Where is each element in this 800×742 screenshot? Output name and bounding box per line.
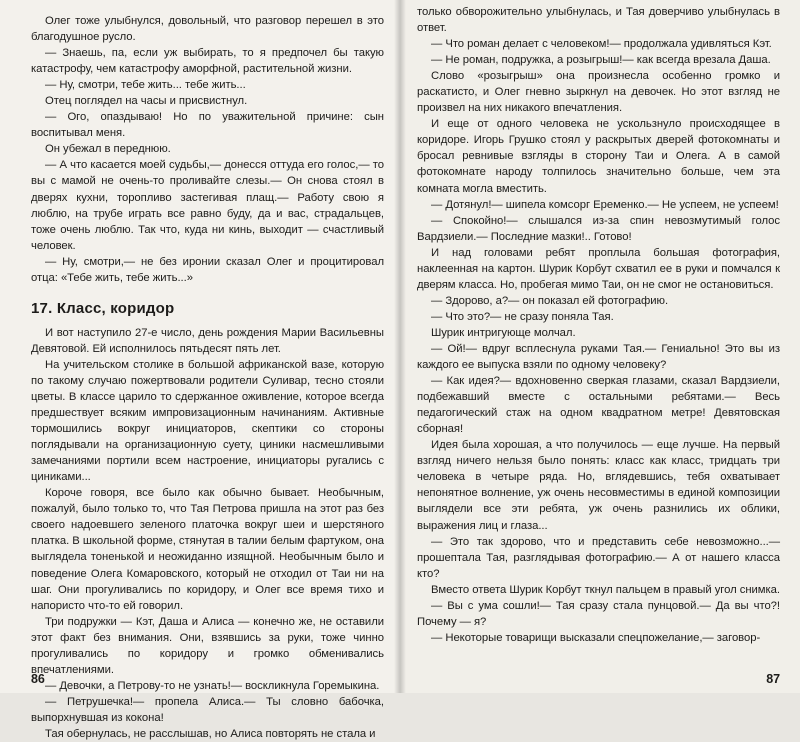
paragraph: — Ну, смотри,— не без иронии сказал Олег и процитировал отца: «Тебе жить, тебе жить...» bbox=[31, 255, 384, 284]
paragraph: — Спокойно!— слышался из-за спин невозмутимый голос Вардзиели.— Последние мазки!.. Готово! bbox=[417, 214, 780, 243]
paragraph: Шурик интригующе молчал. bbox=[431, 326, 576, 339]
page-number-right: 87 bbox=[766, 671, 780, 686]
paragraph: — Что роман делает с человеком!— продолжала удивляться Кэт. bbox=[431, 38, 772, 51]
paragraph: На учительском столике в большой африканской вазе, которую по такому случаю пожертвовали родители Суливар, тесно стояли цветы. В классе царило то сдержанное оживление, которое всегда предшествует всяким импровизационным начинаниям. Активные тормошились вокруг инициаторов, скептики со стороны поглядывали на организационную суету, циники насмешливыми замечаниями портили всем настроение, инициаторы ругались с циниками... bbox=[31, 358, 384, 484]
book-gutter bbox=[394, 0, 406, 693]
left-text-before bbox=[31, 13, 384, 286]
paragraph: — Ой!— вдруг всплеснула руками Тая.— Гениально! Это вы из каждого ее выпуска взяли по одному человеку? bbox=[417, 342, 780, 372]
paragraph: Отец поглядел на часы и присвистнул. bbox=[45, 95, 248, 108]
paragraph: — А что касается моей судьбы,— донесся оттуда его голос,— то вы с мамой не очень-то проливайте слезы.— Он снова стоял в дверях кухни, торопливо застегивая плащ.— Работу свою я люблю, на трубе играть все равно буду, да и вас, страдальцев, тоже очень люблю. Так что, куда ни кинь, выходит — счастливый человек. bbox=[31, 159, 384, 252]
paragraph: — Петрушечка!— пропела Алиса.— Ты словно бабочка, выпорхнувшая из кокона! bbox=[31, 695, 384, 724]
paragraph: И над головами ребят проплыла большая фотография, наклеенная на картон. Шурик Корбут схватил ее в руки и помчался к дверям класса. Но, пробегая мимо Таи, он не смог не остановиться. bbox=[417, 246, 780, 291]
page-number-left: 86 bbox=[31, 671, 45, 686]
paragraph: И вот наступило 27-е число, день рождения Марии Васильевны Девятовой. Ей исполнилось пятьдесят пять лет. bbox=[31, 326, 384, 355]
paragraph: — Некоторые товарищи высказали спецпожелание,— заговор- bbox=[431, 631, 761, 644]
paragraph: Три подружки — Кэт, Даша и Алиса — конечно же, не оставили этот факт без внимания. Они, взявшись за руки, тоже чинно прогуливались по коридору и громко обменивались впечатлениями. bbox=[31, 615, 384, 676]
paragraph: — Это так здорово, что и представить себе невозможно...— прошептала Тая, разглядывая фотографию.— А от нашего класса кто? bbox=[417, 535, 780, 580]
paragraph: — Знаешь, па, если уж выбирать, то я предпочел бы такую катастрофу, чем катастрофу аморфной, растительной жизни. bbox=[31, 47, 384, 76]
paragraph: — Здорово, а?— он показал ей фотографию. bbox=[431, 294, 669, 307]
paragraph: Олег тоже улыбнулся, довольный, что разговор перешел в это благодушное русло. bbox=[31, 15, 384, 44]
paragraph: Короче говоря, все было как обычно бывает. Необычным, пожалуй, было только то, что Тая Петрова пришла на этот раз без своего надоевшего зеленого платочка вокруг шеи и шерстяного платка. В школьной форме, стянутая в талии белым фартуком, она выглядела тоненькой и неожиданно изящной. Необычным было и поведение Олега Комаровского, который не отходил от Таи ни на шаг. Они прогуливались по коридору, и Олег все время тихо и напористо что-то ей говорил. bbox=[31, 487, 384, 612]
paragraph: — Дотянул!— шипела комсорг Еременко.— Не успеем, не успеем! bbox=[431, 198, 779, 211]
paragraph: И еще от одного человека не ускользнуло происходящее в коридоре. Игорь Грушко стоял у раскрытых дверей фотокомнаты и бросал ревнивые взгляды в сторону Таи и Олега. А в самой фотокомнате народу толпилось значительно больше, чем эта комната могла вместить. bbox=[417, 118, 780, 195]
paragraph: только обворожительно улыбнулась, и Тая доверчиво улыбнулась в ответ. bbox=[417, 6, 780, 35]
paragraph: — Вы с ума сошли!— Тая сразу стала пунцовой.— Да вы что?! Почему — я? bbox=[417, 599, 780, 628]
left-text-after bbox=[31, 325, 384, 742]
left-page bbox=[0, 0, 400, 740]
paragraph: — Не роман, подружка, а розыгрыш!— как всегда врезала Даша. bbox=[431, 54, 771, 67]
paragraph: Тая обернулась, не расслышав, но Алиса повторять не стала и bbox=[45, 727, 376, 740]
paragraph: — Что это?— не сразу поняла Тая. bbox=[431, 310, 614, 323]
right-text bbox=[417, 4, 780, 646]
paragraph: — Ну, смотри, тебе жить... тебе жить... bbox=[45, 79, 246, 92]
paragraph: Слово «розыгрыш» она произнесла особенно громко и раскатисто, и Олег гневно зыркнул на девочек. Но этот взгляд не произвел на них никакого впечатления. bbox=[417, 70, 780, 115]
paragraph: — Ого, опаздываю! Но по уважительной причине: сын воспитывал меня. bbox=[31, 111, 384, 140]
paragraph: Вместо ответа Шурик Корбут ткнул пальцем в правый угол снимка. bbox=[431, 583, 780, 596]
chapter-heading: 17. Класс, коридор bbox=[31, 299, 175, 317]
paragraph: — Девочки, а Петрову-то не узнать!— воскликнула Горемыкина. bbox=[45, 679, 380, 692]
paragraph: Он убежал в переднюю. bbox=[45, 143, 171, 156]
paragraph: — Как идея?— вдохновенно сверкая глазами, сказал Вардзиели, подбежавший вместе с остальными ребятами.— Весь педагогический стаж на одном квадратном метре! Девятовская сборная! bbox=[417, 375, 780, 436]
paragraph: Идея была хорошая, а что получилось — еще лучше. На первый взгляд ничего нельзя было понять: класс как класс, тридцать три человека в четыре ряда. Но, вглядевшись, тебя охватывает непонятное волнение, уж очень несовместимы в единой композиции выглядели все эти ребята, уж очень разнились их облики, выражения лиц и глаза... bbox=[417, 439, 780, 532]
right-page bbox=[400, 0, 800, 693]
